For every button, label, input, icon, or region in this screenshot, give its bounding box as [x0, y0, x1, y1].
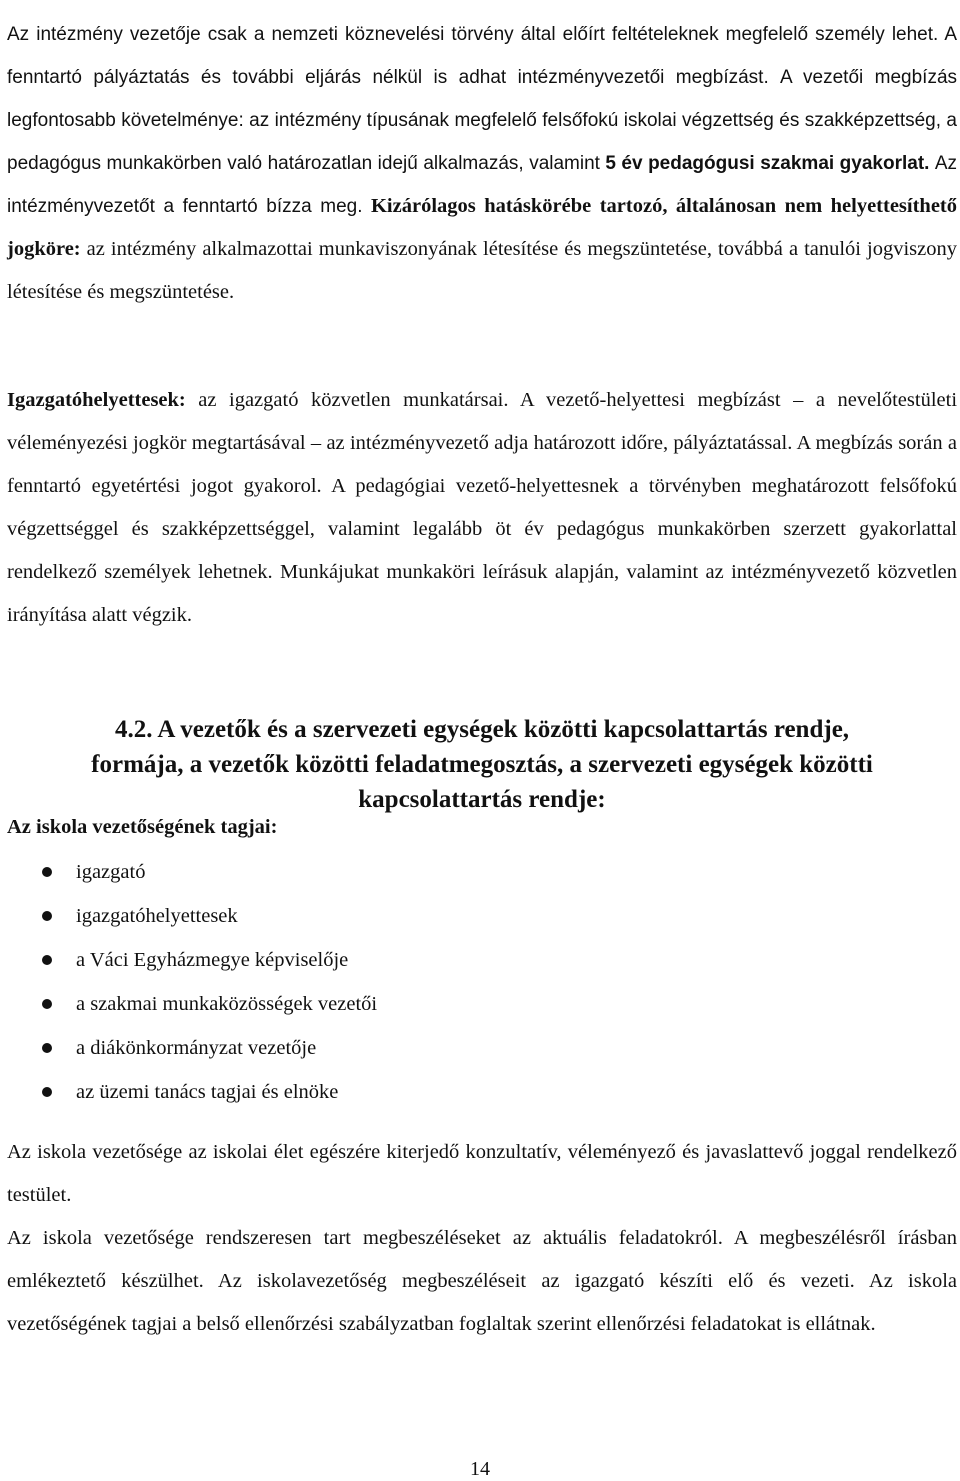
section-heading-line-2: formája, a vezetők közötti feladatmegosztás, a szervezeti egységek közötti [91, 751, 873, 778]
sentence-4: az intézmény alkalmazottai munkaviszonyának létesítése és megszüntetése, továbbá a tanulói jogviszony létesítése és megszüntetése. [7, 237, 958, 303]
section-heading-line-3: kapcsolattartás rendje: [358, 786, 606, 813]
members-list [0, 850, 377, 1114]
paragraph-leader-requirements [7, 13, 957, 314]
list-item-text: igazgató [76, 861, 146, 883]
list-item-text: igazgatóhelyettesek [76, 905, 238, 927]
sentence-3: Az intézményvezetőt a fenntartó bízza meg. [7, 152, 958, 217]
section-heading [7, 712, 957, 817]
list-item-text: az üzemi tanács tagjai és elnöke [76, 1081, 339, 1103]
bullet-icon [42, 911, 52, 921]
sentence-2-bold: 5 év pedagógusi szakmai gyakorlat. [605, 152, 930, 174]
members-title: Az iskola vezetőségének tagjai: [7, 816, 278, 838]
list-item [0, 1070, 377, 1114]
sentence-4-bold: Kizárólagos hatáskörébe tartozó, általánosan nem helyettesíthető jogköre: [7, 194, 958, 260]
list-item-text: a Váci Egyházmegye képviselője [76, 949, 349, 971]
sentence-1: Az intézmény vezetője csak a nemzeti köznevelési törvény által előírt feltételeknek megfelelő személy lehet. A fenntartó pályáztatás és további eljárás nélkül is adhat intézményvezetői megbízást. [7, 23, 957, 88]
bullet-icon [42, 1043, 52, 1053]
paragraph-leadership-role: Az iskola vezetősége az iskolai élet egészére kiterjedő konzultatív, véleményező és javaslattevő joggal rendelkező testület. [7, 1140, 957, 1206]
paragraph-deputies [7, 379, 957, 637]
list-item [0, 894, 377, 938]
list-item [0, 850, 377, 894]
bullet-icon [42, 955, 52, 965]
bullet-icon [42, 867, 52, 877]
deputies-lead: Igazgatóhelyettesek: [7, 388, 186, 411]
list-item-text: a diákönkormányzat vezetője [76, 1037, 317, 1059]
deputies-text: az igazgató közvetlen munkatársai. A vezető-helyettesi megbízást – a nevelőtestületi véleményezési jogkör megtartásával – az intézményvezető adja határozott időre, pályáztatással. A megbízás során a fenntartó egyetértési jogot gyakorol. A pedagógiai vezető-helyettesnek a törvényben meghatározott felsőfokú végzettséggel és szakképzettséggel, valamint legalább öt év pedagógus munkakörben szerzett gyakorlattal rendelkező személyek lehetnek. Munkájukat munkaköri leírásuk alapján, valamint az intézményvezető közvetlen irányítása alatt végzik. [7, 388, 958, 626]
section-heading-line-1: 4.2. A vezetők és a szervezeti egységek közötti kapcsolattartás rendje, [114, 716, 850, 743]
sentence-2: A vezetői megbízás legfontosabb követelménye: az intézmény típusának megfelelő felsőfokú iskolai végzettség és szakképzettség, a pedagógus munkakörben való határozatlan idejű alkalmazás, valamint [7, 66, 958, 174]
list-item [0, 938, 377, 982]
bullet-icon [42, 999, 52, 1009]
bullet-icon [42, 1087, 52, 1097]
page-number: 14 [470, 1458, 490, 1480]
list-item-text: a szakmai munkaközösségek vezetői [76, 993, 378, 1015]
list-item [0, 982, 377, 1026]
paragraph-leadership-meetings: Az iskola vezetősége rendszeresen tart megbeszéléseket az aktuális feladatokról. A megbeszélésről írásban emlékeztető készülhet. Az iskolavezetőség megbeszéléseit az igazgató készíti elő és vezeti. Az iskola vezetőségének tagjai a belső ellenőrzési szabályzatban foglaltak szerint ellenőrzési feladatokat is ellátnak. [7, 1226, 957, 1335]
list-item [0, 1026, 377, 1070]
